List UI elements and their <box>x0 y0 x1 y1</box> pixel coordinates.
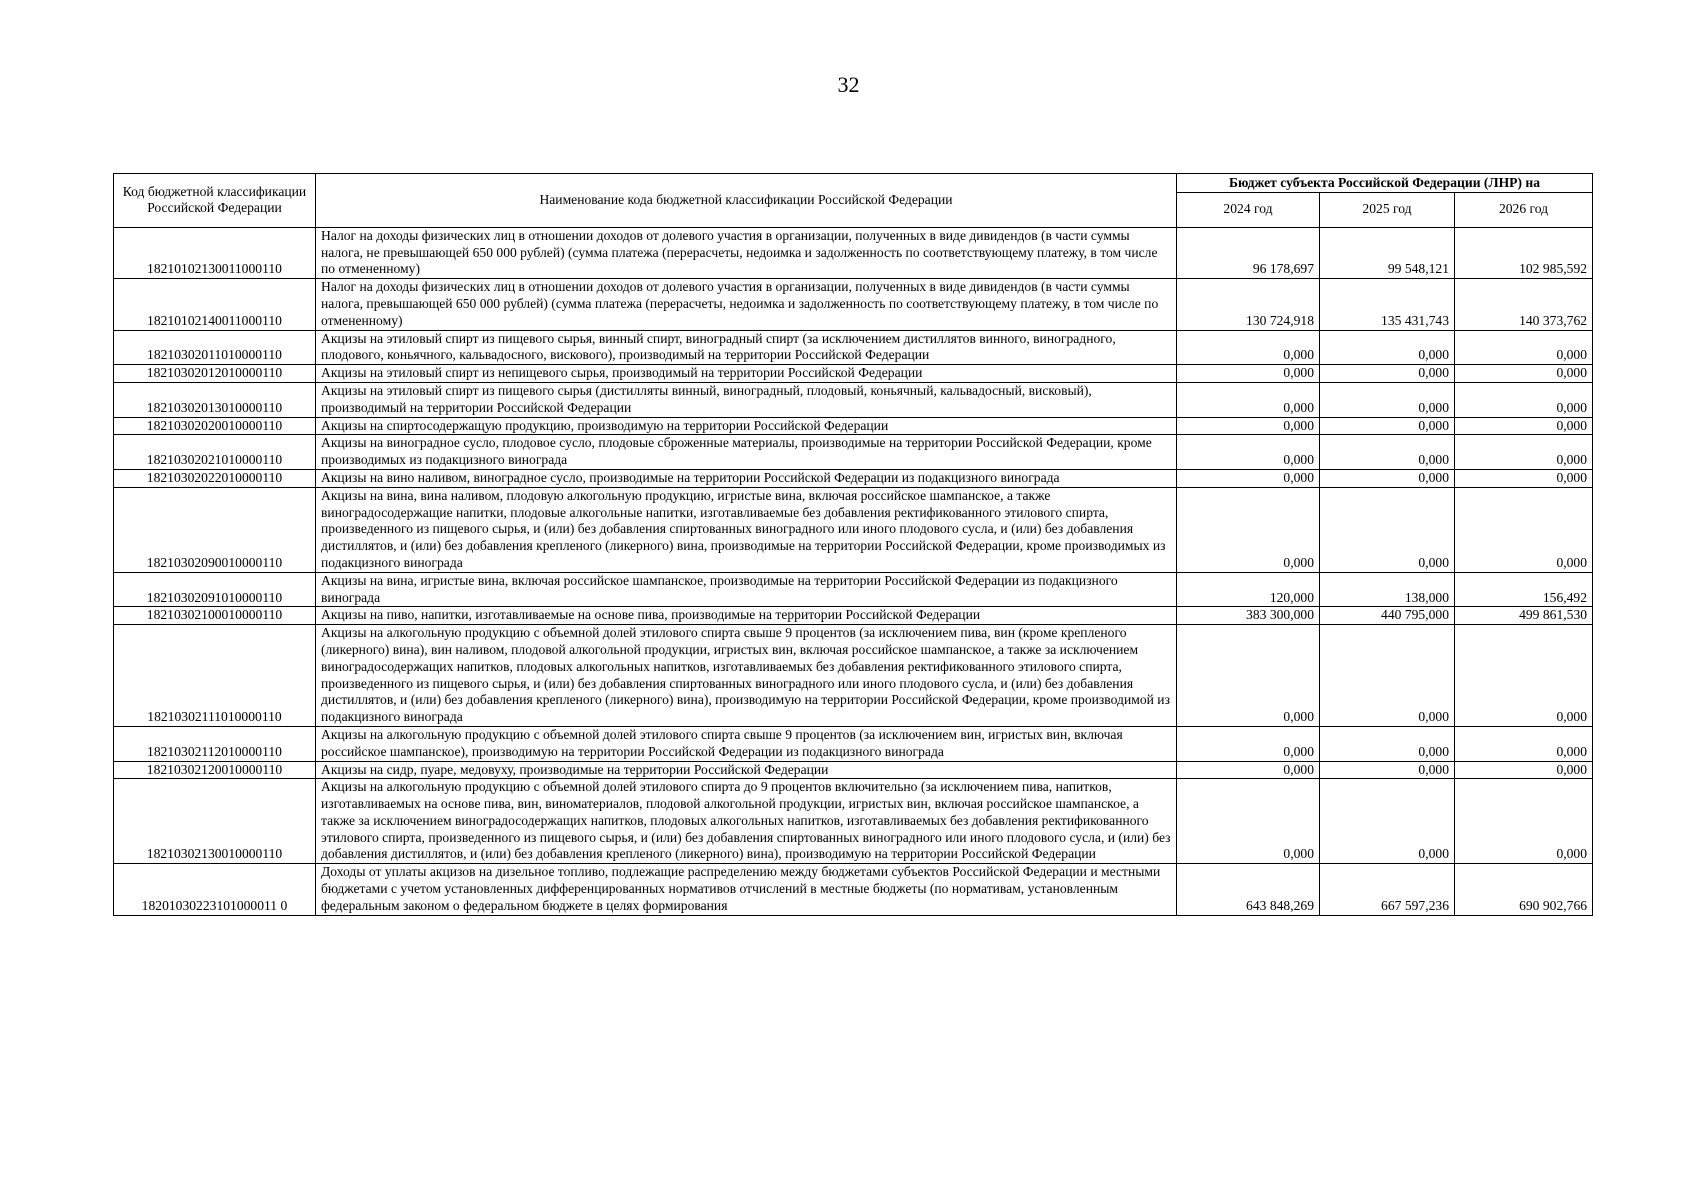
cell-code: 18210102130011000110 <box>114 227 316 278</box>
cell-name: Доходы от уплаты акцизов на дизельное топливо, подлежащие распределению между бюджетами субъектов Российской Федерации и местными бюджетами с учетом установленных дифференцированных нормативов отчислений в местные бюджеты (по нормативам, установленным федеральным законом о федеральном бюджете в целях формирования <box>316 864 1177 915</box>
cell-code: 18210302020010000110 <box>114 417 316 435</box>
cell-name: Акцизы на спиртосодержащую продукцию, производимую на территории Российской Федерации <box>316 417 1177 435</box>
table-header <box>114 174 1593 228</box>
cell-code: 18210302112010000110 <box>114 726 316 761</box>
cell-2026: 0,000 <box>1455 779 1593 864</box>
cell-2025: 0,000 <box>1320 382 1455 417</box>
table-row <box>114 227 1593 278</box>
cell-2024: 0,000 <box>1177 435 1320 470</box>
cell-2024: 120,000 <box>1177 572 1320 607</box>
cell-2026: 0,000 <box>1455 330 1593 365</box>
header-name: Наименование кода бюджетной классификации Российской Федерации <box>316 174 1177 228</box>
cell-2025: 440 795,000 <box>1320 607 1455 625</box>
cell-code: 18210302090010000110 <box>114 487 316 572</box>
cell-2024: 0,000 <box>1177 330 1320 365</box>
cell-name: Акцизы на этиловый спирт из непищевого сырья, производимый на территории Российской Федерации <box>316 365 1177 383</box>
table-row <box>114 572 1593 607</box>
cell-code: 18210302100010000110 <box>114 607 316 625</box>
cell-name: Акцизы на алкогольную продукцию с объемной долей этилового спирта до 9 процентов включительно (за исключением пива, напитков, изготавливаемых на основе пива, вин, виноматериалов, плодовой алкогольной продукции, игристых вин, включая российское шампанское, а также за исключением виноградосодержащих напитков, плодовых алкогольных напитков, изготавливаемых без добавления ректификованного этилового спирта, произведенного из пищевого сырья, и (или) без добавления спиртованных виноградного или иного плодового сусла, и (или) без добавления дистиллятов, и (или) без добавления крепленого (ликерного) вина), производимую на территории Российской Федерации <box>316 779 1177 864</box>
cell-2024: 130 724,918 <box>1177 279 1320 330</box>
cell-2025: 0,000 <box>1320 435 1455 470</box>
cell-2024: 0,000 <box>1177 487 1320 572</box>
table-row <box>114 726 1593 761</box>
cell-code: 18210302012010000110 <box>114 365 316 383</box>
header-year-2025: 2025 год <box>1320 192 1455 227</box>
cell-name: Акцизы на пиво, напитки, изготавливаемые на основе пива, производимые на территории Российской Федерации <box>316 607 1177 625</box>
cell-2026: 156,492 <box>1455 572 1593 607</box>
cell-2025: 0,000 <box>1320 365 1455 383</box>
cell-name: Налог на доходы физических лиц в отношении доходов от долевого участия в организации, полученных в виде дивидендов (в части суммы налога, не превышающей 650 000 рублей) (сумма платежа (перерасчеты, недоимка и задолженность по соответствующему платежу, в том числе по отмененному) <box>316 227 1177 278</box>
table-row <box>114 761 1593 779</box>
cell-2024: 0,000 <box>1177 625 1320 727</box>
cell-2026: 140 373,762 <box>1455 279 1593 330</box>
cell-name: Акцизы на алкогольную продукцию с объемной долей этилового спирта свыше 9 процентов (за исключением вин, игристых вин, включая российское шампанское), производимую на территории Российской Федерации из подакцизного винограда <box>316 726 1177 761</box>
cell-2024: 383 300,000 <box>1177 607 1320 625</box>
cell-2026: 0,000 <box>1455 625 1593 727</box>
cell-2025: 135 431,743 <box>1320 279 1455 330</box>
cell-2026: 0,000 <box>1455 726 1593 761</box>
cell-2026: 690 902,766 <box>1455 864 1593 915</box>
cell-2025: 667 597,236 <box>1320 864 1455 915</box>
cell-2025: 0,000 <box>1320 726 1455 761</box>
cell-2025: 99 548,121 <box>1320 227 1455 278</box>
cell-code: 18210302130010000110 <box>114 779 316 864</box>
header-year-2024: 2024 год <box>1177 192 1320 227</box>
table-row <box>114 779 1593 864</box>
cell-name: Акцизы на вина, игристые вина, включая российское шампанское, производимые на территории Российской Федерации из подакцизного винограда <box>316 572 1177 607</box>
table-row <box>114 487 1593 572</box>
table-row <box>114 469 1593 487</box>
cell-2025: 0,000 <box>1320 330 1455 365</box>
cell-code: 18210302011010000110 <box>114 330 316 365</box>
budget-table <box>113 173 1593 916</box>
cell-name: Акцизы на вино наливом, виноградное сусло, производимые на территории Российской Федерации из подакцизного винограда <box>316 469 1177 487</box>
cell-code: 18210302021010000110 <box>114 435 316 470</box>
cell-2026: 102 985,592 <box>1455 227 1593 278</box>
cell-code: 18210302022010000110 <box>114 469 316 487</box>
cell-2026: 0,000 <box>1455 487 1593 572</box>
page-number: 32 <box>837 72 860 97</box>
cell-2024: 0,000 <box>1177 417 1320 435</box>
cell-name: Акцизы на этиловый спирт из пищевого сырья, винный спирт, виноградный спирт (за исключением дистиллятов винного, виноградного, плодового, коньячного, кальвадосного, вискового), производимый на территории Российской Федерации <box>316 330 1177 365</box>
table-row <box>114 382 1593 417</box>
cell-name: Акцизы на сидр, пуаре, медовуху, производимые на территории Российской Федерации <box>316 761 1177 779</box>
cell-2024: 0,000 <box>1177 761 1320 779</box>
cell-2026: 0,000 <box>1455 435 1593 470</box>
cell-2024: 96 178,697 <box>1177 227 1320 278</box>
cell-code: 18210302120010000110 <box>114 761 316 779</box>
cell-2025: 0,000 <box>1320 779 1455 864</box>
cell-2025: 0,000 <box>1320 487 1455 572</box>
cell-code: 18210302111010000110 <box>114 625 316 727</box>
cell-name: Акцизы на этиловый спирт из пищевого сырья (дистилляты винный, виноградный, плодовый, коньячный, кальвадосный, висковый), производимый на территории Российской Федерации <box>316 382 1177 417</box>
cell-2025: 0,000 <box>1320 625 1455 727</box>
table-row <box>114 435 1593 470</box>
cell-2026: 499 861,530 <box>1455 607 1593 625</box>
table-row <box>114 625 1593 727</box>
cell-name: Акцизы на виноградное сусло, плодовое сусло, плодовые сброженные материалы, производимые на территории Российской Федерации, кроме производимых из подакцизного винограда <box>316 435 1177 470</box>
table-row <box>114 417 1593 435</box>
header-code: Код бюджетной классификации Российской Федерации <box>114 174 316 228</box>
cell-name: Акцизы на алкогольную продукцию с объемной долей этилового спирта свыше 9 процентов (за исключением пива, вин (кроме крепленого (ликерного) вина), вин наливом, плодовой алкогольной продукции, игристых вин, включая российское шампанское, а также за исключением виноградосодержащих напитков, плодовых алкогольных напитков, изготавливаемых без добавления ректификованного этилового спирта, произведенного из пищевого сырья, и (или) без добавления спиртованных виноградного или иного плодового сусла, и (или) без добавления дистиллятов, и (или) без добавления крепленого (ликерного) вина), производимую на территории Российской Федерации, кроме производимой из подакцизного винограда <box>316 625 1177 727</box>
cell-2026: 0,000 <box>1455 365 1593 383</box>
cell-2025: 0,000 <box>1320 761 1455 779</box>
cell-2026: 0,000 <box>1455 417 1593 435</box>
cell-2024: 643 848,269 <box>1177 864 1320 915</box>
cell-2026: 0,000 <box>1455 382 1593 417</box>
cell-2024: 0,000 <box>1177 382 1320 417</box>
cell-2024: 0,000 <box>1177 726 1320 761</box>
table-row <box>114 279 1593 330</box>
cell-2024: 0,000 <box>1177 469 1320 487</box>
cell-code: 18210302091010000110 <box>114 572 316 607</box>
cell-2024: 0,000 <box>1177 365 1320 383</box>
cell-code: 18210302013010000110 <box>114 382 316 417</box>
header-budget-group: Бюджет субъекта Российской Федерации (ЛНР) на <box>1177 174 1593 193</box>
table-row <box>114 365 1593 383</box>
cell-code: 18210102140011000110 <box>114 279 316 330</box>
cell-code: 18201030223101000011 0 <box>114 864 316 915</box>
cell-2025: 0,000 <box>1320 469 1455 487</box>
table-body <box>114 227 1593 915</box>
cell-2026: 0,000 <box>1455 469 1593 487</box>
cell-name: Акцизы на вина, вина наливом, плодовую алкогольную продукцию, игристые вина, включая российское шампанское, а также виноградосодержащие напитки, плодовые алкогольные напитки, изготавливаемые без добавления ректификованного этилового спирта, произведенного из пищевого сырья, и (или) без добавления спиртованных виноградного или иного плодового сусла, и (или) без добавления дистиллятов, и (или) без добавления крепленого (ликерного) вина, производимые на территории Российской Федерации, кроме производимых из подакцизного винограда <box>316 487 1177 572</box>
cell-name: Налог на доходы физических лиц в отношении доходов от долевого участия в организации, полученных в виде дивидендов (в части суммы налога, превышающей 650 000 рублей) (сумма платежа (перерасчеты, недоимка и задолженность по соответствующему платежу, в том числе по отмененному) <box>316 279 1177 330</box>
header-year-2026: 2026 год <box>1455 192 1593 227</box>
table-row <box>114 330 1593 365</box>
table-row <box>114 607 1593 625</box>
cell-2026: 0,000 <box>1455 761 1593 779</box>
cell-2025: 138,000 <box>1320 572 1455 607</box>
table-row <box>114 864 1593 915</box>
cell-2025: 0,000 <box>1320 417 1455 435</box>
cell-2024: 0,000 <box>1177 779 1320 864</box>
